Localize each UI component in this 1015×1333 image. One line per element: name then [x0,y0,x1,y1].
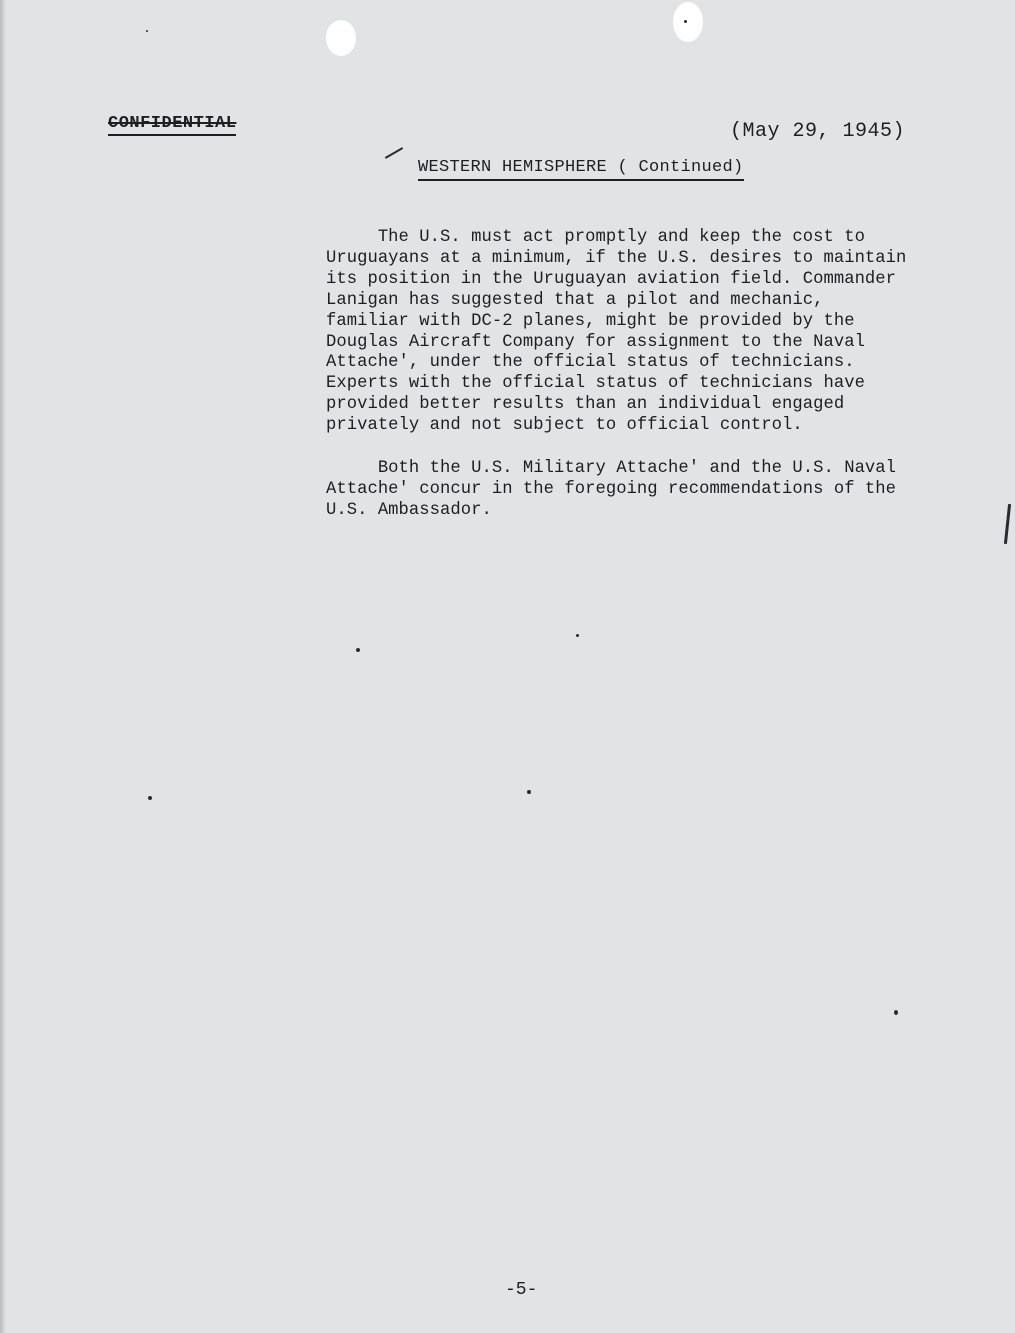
paragraph-line: Both the U.S. Military Attache' and the U.S. Naval [326,459,897,478]
punch-hole [673,2,703,42]
classification-stamp: CONFIDENTIAL [108,114,236,136]
paragraph-line: The U.S. must act promptly and keep the cost to [326,228,865,247]
ink-speck [148,796,152,800]
body-paragraph-1 [326,228,906,437]
paper-edge-shadow [0,0,6,1333]
ink-speck [527,790,531,794]
ink-speck [576,634,579,637]
document-date: (May 29, 1945) [730,120,906,143]
paragraph-line: familiar with DC-2 planes, might be provided by the [326,311,855,331]
paragraph-line: provided better results than an individual engaged [326,395,845,415]
paragraph-line: its position in the Uruguayan aviation field. Commander [326,269,897,289]
section-heading: WESTERN HEMISPHERE ( Continued) [418,158,744,181]
margin-mark [1004,504,1011,544]
paragraph-line: privately and not subject to official control. [326,416,803,436]
paragraph-line: U.S. Ambassador. [326,500,492,520]
body-paragraph-2 [326,459,896,522]
paragraph-line: Experts with the official status of technicians have [326,374,865,394]
paragraph-line: Douglas Aircraft Company for assignment to the Naval [326,332,865,352]
paragraph-line: Attache', under the official status of technicians. [326,353,855,373]
paragraph-line: Uruguayans at a minimum, if the U.S. desires to maintain [326,248,907,268]
punch-hole [326,20,356,56]
ink-speck [146,30,148,32]
ink-speck [356,648,360,652]
ink-speck [684,20,687,23]
page-number: -5- [505,1280,538,1300]
pencil-mark [385,147,403,159]
paragraph-line: Lanigan has suggested that a pilot and mechanic, [326,290,824,310]
ink-speck [894,1010,898,1015]
paragraph-line: Attache' concur in the foregoing recommendations of the [326,479,897,499]
